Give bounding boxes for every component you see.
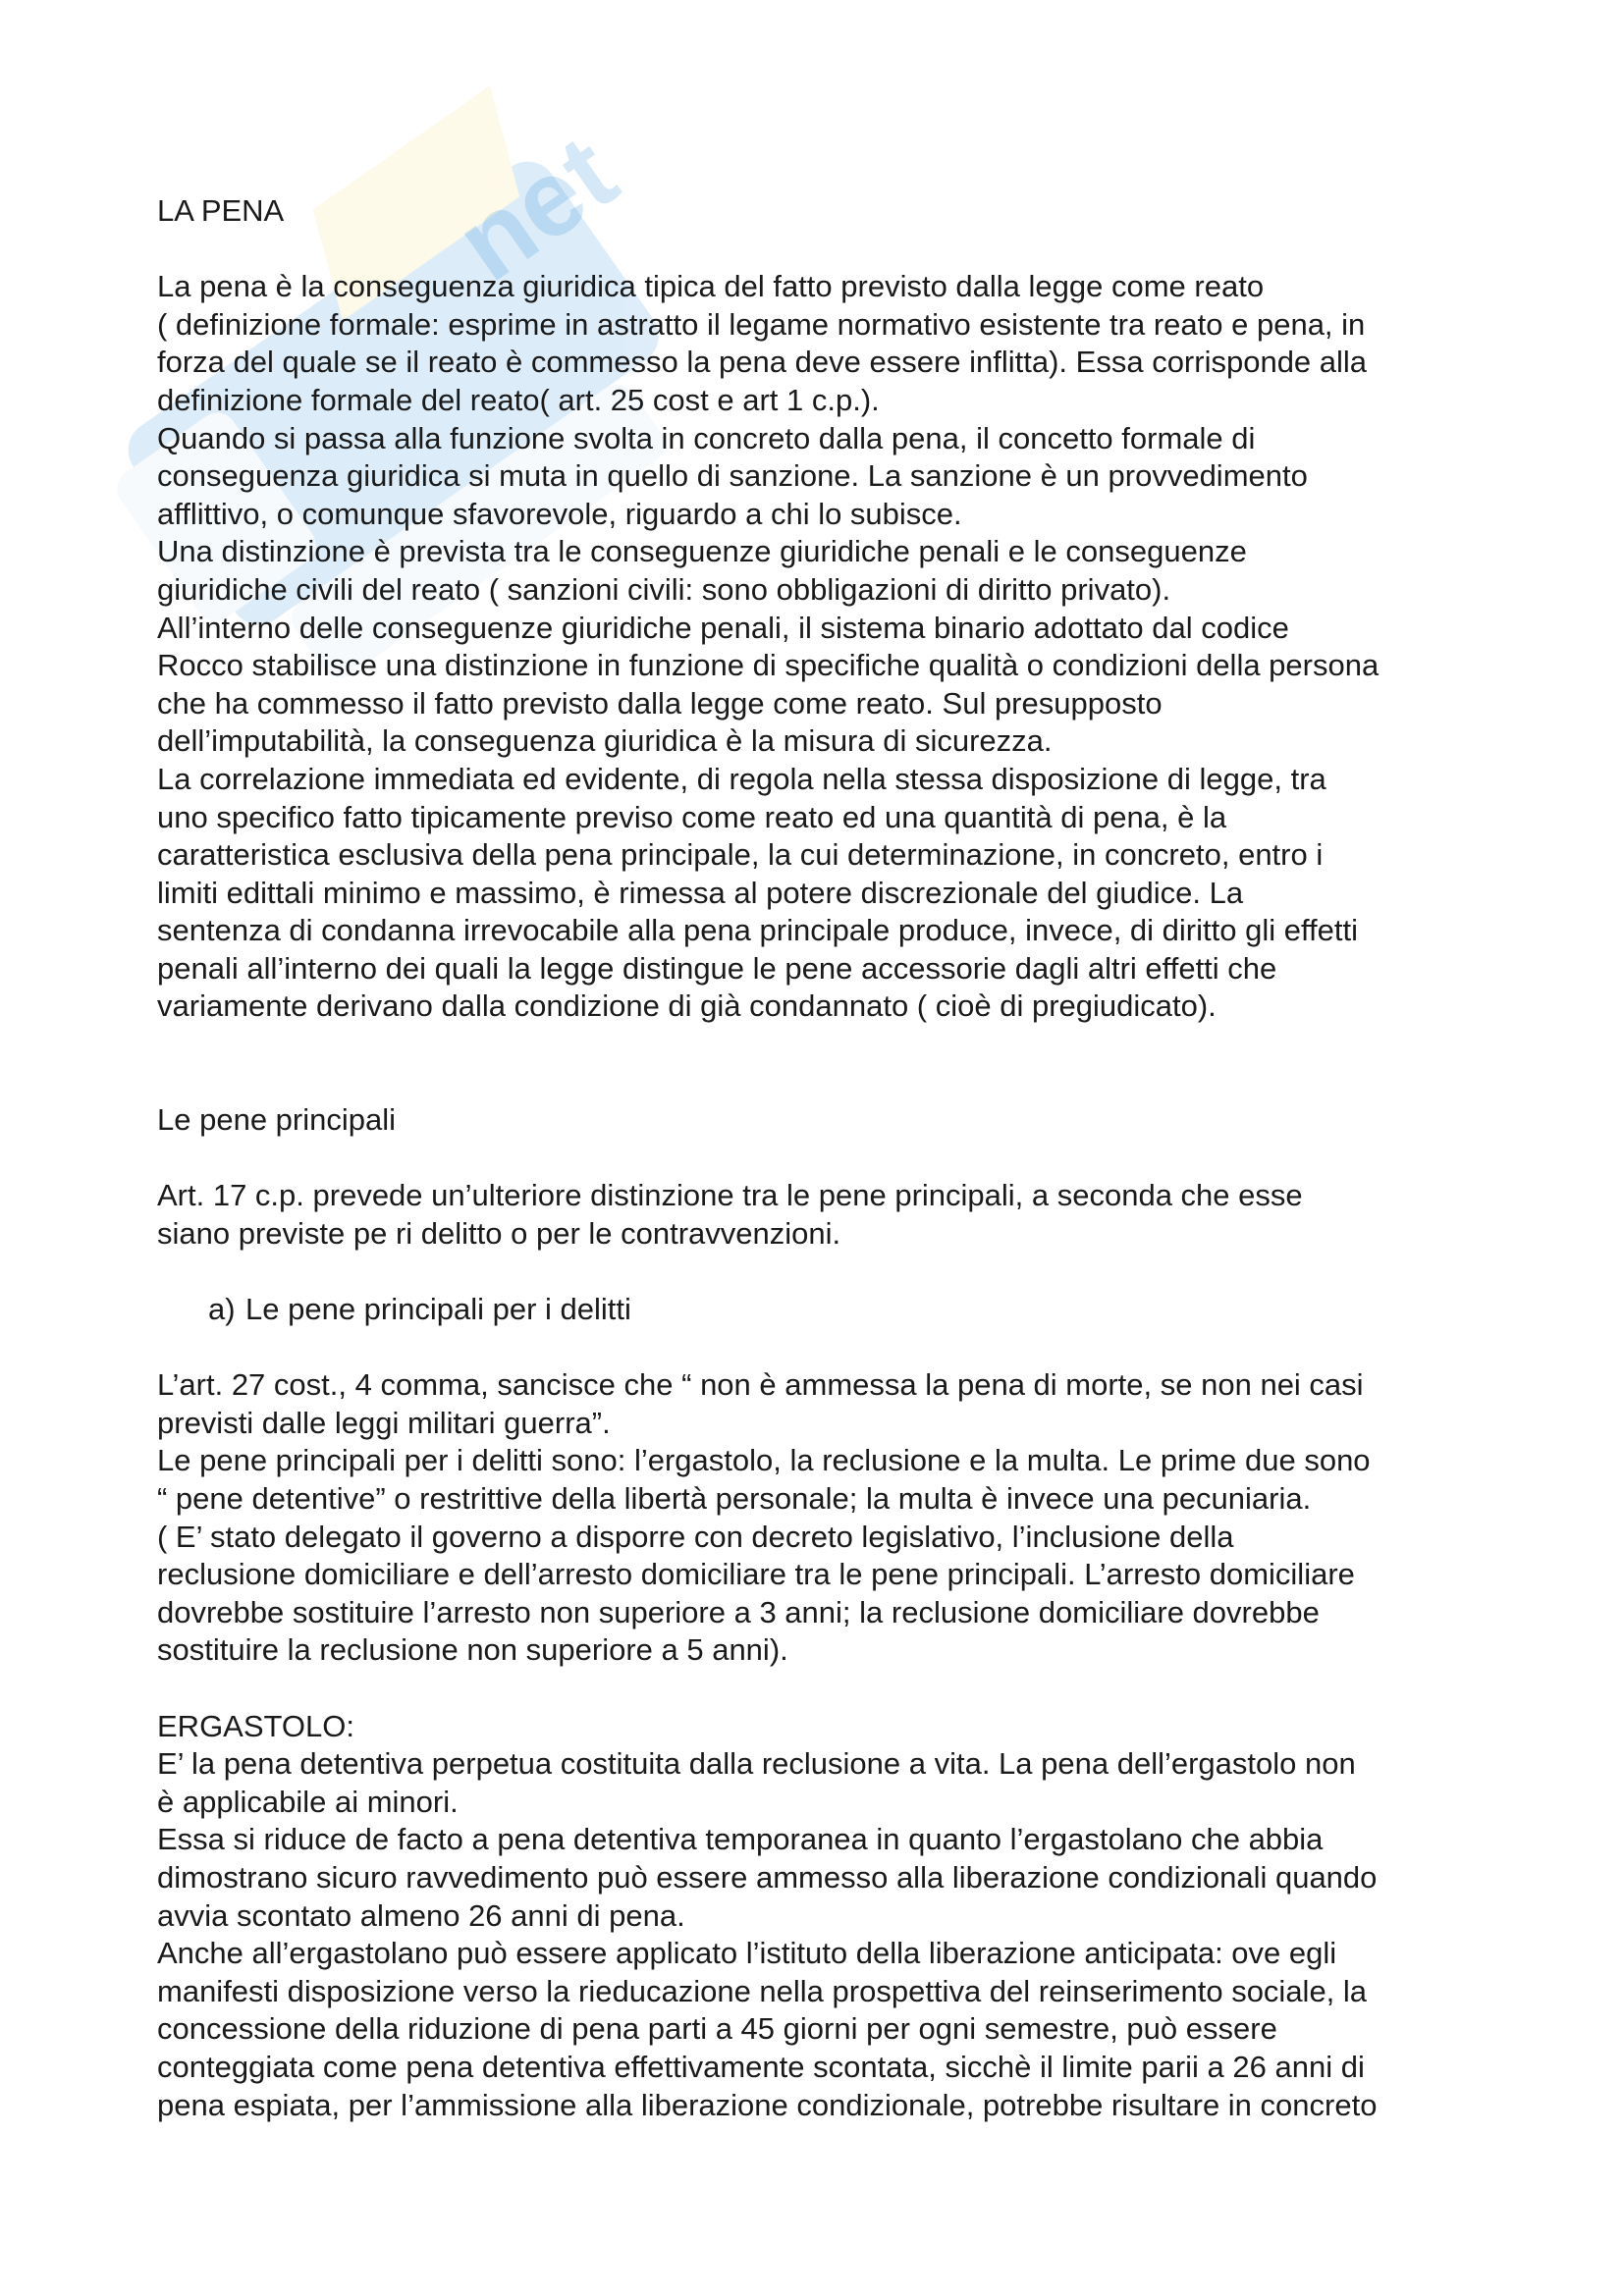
- text-line: siano previste pe ri delitto o per le contravvenzioni.: [157, 1215, 841, 1251]
- text-line: La correlazione immediata ed evidente, di regola nella stessa disposizione di legge, tra: [157, 761, 1326, 796]
- text-line: conteggiata come pena detentiva effettivamente scontata, sicchè il limite parii a 26 anni di: [157, 2049, 1365, 2084]
- text-line: dell’imputabilità, la conseguenza giuridica è la misura di sicurezza.: [157, 723, 1053, 759]
- text-line: L’art. 27 cost., 4 comma, sancisce che “ non è ammessa la pena di morte, se non nei casi: [157, 1367, 1364, 1403]
- text-line: afflittivo, o comunque sfavorevole, riguardo a chi lo subisce.: [157, 496, 962, 531]
- text-line: forza del quale se il reato è commesso la pena deve essere inflitta). Essa corrisponde alla: [157, 345, 1368, 380]
- text-line: è applicabile ai minori.: [157, 1784, 459, 1819]
- text-line: che ha commesso il fatto previsto dalla legge come reato. Sul presupposto: [157, 685, 1163, 721]
- text-line: pena espiata, per l’ammissione alla liberazione condizionale, potrebbe risultare in concreto: [157, 2087, 1378, 2122]
- text-line: conseguenza giuridica si muta in quello di sanzione. La sanzione è un provvedimento: [157, 458, 1308, 494]
- list-item-delitti: [157, 1291, 1492, 1329]
- text-line: La pena è la conseguenza giuridica tipica del fatto previsto dalla legge come reato: [157, 269, 1265, 304]
- paragraph-intro: [157, 268, 1492, 1026]
- text-line: ( definizione formale: esprime in astratto il legame normativo esistente tra reato e pena, in: [157, 306, 1366, 342]
- document-title: LA PENA: [157, 193, 285, 228]
- section-heading-pene-principali: Le pene principali: [157, 1102, 397, 1138]
- document-page: [157, 192, 1492, 2124]
- text-line: variamente derivano dalla condizione di già condannato ( cioè di pregiudicato).: [157, 988, 1217, 1024]
- text-line: sentenza di condanna irrevocabile alla pena principale produce, invece, di diritto gli effetti: [157, 913, 1358, 948]
- text-line: Le pene principali per i delitti sono: l’ergastolo, la reclusione e la multa. Le prime due sono: [157, 1443, 1371, 1478]
- section-heading-ergastolo: ERGASTOLO:: [157, 1708, 354, 1743]
- text-line: manifesti disposizione verso la rieducazione nella prospettiva del reinserimento sociale, la: [157, 1973, 1368, 2008]
- text-line: avvia scontato almeno 26 anni di pena.: [157, 1897, 685, 1933]
- text-line: E’ la pena detentiva perpetua costituita dalla reclusione a vita. La pena dell’ergastolo non: [157, 1746, 1356, 1782]
- paragraph-art17: [157, 1177, 1492, 1253]
- text-line: previsti dalle leggi militari guerra”.: [157, 1405, 611, 1440]
- paragraph-art27: [157, 1366, 1492, 1670]
- text-line: concessione della riduzione di pena parti a 45 giorni per ogni semestre, può essere: [157, 2011, 1277, 2047]
- text-line: ( E’ stato delegato il governo a disporre con decreto legislativo, l’inclusione della: [157, 1519, 1234, 1554]
- text-line: Rocco stabilisce una distinzione in funzione di specifiche qualità o condizioni della persona: [157, 648, 1380, 683]
- text-line: dimostrano sicuro ravvedimento può essere ammesso alla liberazione condizionali quando: [157, 1859, 1378, 1895]
- text-line: definizione formale del reato( art. 25 cost e art 1 c.p.).: [157, 382, 880, 417]
- text-line: “ pene detentive” o restrittive della libertà personale; la multa è invece una pecuniaria.: [157, 1481, 1312, 1516]
- text-line: penali all’interno dei quali la legge distingue le pene accessorie dagli altri effetti che: [157, 950, 1277, 986]
- text-line: giuridiche civili del reato ( sanzioni civili: sono obbligazioni di diritto privato).: [157, 571, 1171, 607]
- text-line: dovrebbe sostituire l’arresto non superiore a 3 anni; la reclusione domiciliare dovrebbe: [157, 1594, 1320, 1629]
- text-line: Quando si passa alla funzione svolta in concreto dalla pena, il concetto formale di: [157, 420, 1256, 455]
- text-line: sostituire la reclusione non superiore a 5 anni).: [157, 1632, 788, 1668]
- text-line: Essa si riduce de facto a pena detentiva temporanea in quanto l’ergastolano che abbia: [157, 1822, 1324, 1857]
- text-line: Una distinzione è prevista tra le conseguenze giuridiche penali e le conseguenze: [157, 534, 1247, 569]
- watermark-text: net: [435, 112, 637, 304]
- text-line: reclusione domiciliare e dell’arresto domiciliare tra le pene principali. L’arresto domiciliare: [157, 1557, 1355, 1592]
- text-line: Anche all’ergastolano può essere applicato l’istituto della liberazione anticipata: ove egli: [157, 1936, 1337, 1971]
- list-marker: a): [208, 1292, 236, 1327]
- text-line: Art. 17 c.p. prevede un’ulteriore distinzione tra le pene principali, a seconda che esse: [157, 1178, 1303, 1213]
- list-item-text: Le pene principali per i delitti: [245, 1292, 631, 1327]
- text-line: uno specifico fatto tipicamente previso come reato ed una quantità di pena, è la: [157, 799, 1227, 834]
- text-line: limiti edittali minimo e massimo, è rimessa al potere discrezionale del giudice. La: [157, 875, 1244, 910]
- text-line: All’interno delle conseguenze giuridiche penali, il sistema binario adottato dal codice: [157, 610, 1289, 645]
- paragraph-ergastolo: [157, 1745, 1492, 2124]
- text-line: caratteristica esclusiva della pena principale, la cui determinazione, in concreto, entro i: [157, 837, 1324, 873]
